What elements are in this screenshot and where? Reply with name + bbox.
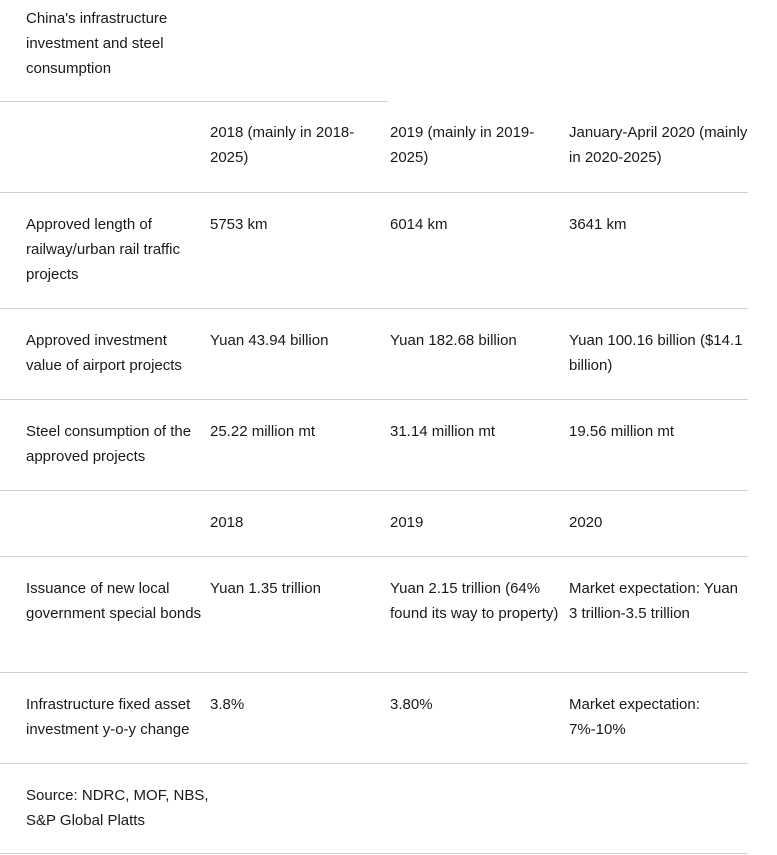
- value-2018: 5753 km: [210, 216, 268, 233]
- table-bottom-divider: [0, 853, 748, 854]
- source-note: Source: NDRC, MOF, NBS, S&P Global Platts: [26, 787, 209, 829]
- value-2019: Yuan 2.15 trillion (64% found its way to property): [390, 580, 559, 622]
- value-2019: 3.80%: [390, 696, 433, 713]
- row-label: Steel consumption of the approved projects: [26, 423, 192, 465]
- value-2020: 3641 km: [569, 216, 627, 233]
- header-2018: 2018: [210, 514, 244, 531]
- value-2018: 3.8%: [210, 696, 245, 713]
- header-2019: 2019: [390, 514, 424, 531]
- value-2020: Yuan 100.16 billion ($14.1 billion): [569, 332, 743, 374]
- value-2019: 31.14 million mt: [390, 423, 496, 440]
- header-row-period: [0, 120, 748, 193]
- table-title-block: [0, 0, 388, 102]
- header-2020: 2020: [569, 514, 603, 531]
- row-label: Issuance of new local government special bonds: [26, 580, 202, 622]
- row-label: Approved length of railway/urban rail traffic projects: [26, 216, 180, 283]
- row-label: Infrastructure fixed asset investment y-o-y change: [26, 696, 191, 738]
- value-2018: 25.22 million mt: [210, 423, 316, 440]
- header-2019-period: 2019 (mainly in 2019-2025): [390, 124, 535, 166]
- value-2019: Yuan 182.68 billion: [390, 332, 517, 349]
- row-label: Approved investment value of airport projects: [26, 332, 182, 374]
- header-2018-period: 2018 (mainly in 2018-2025): [210, 124, 355, 166]
- header-row-year: [0, 510, 748, 557]
- value-2020: Market expectation: 7%-10%: [569, 696, 700, 738]
- value-2018: Yuan 1.35 trillion: [210, 580, 321, 597]
- value-2020: 19.56 million mt: [569, 423, 675, 440]
- table-row: [0, 328, 748, 400]
- value-2019: 6014 km: [390, 216, 448, 233]
- table-row: [0, 576, 748, 673]
- header-2020-period: January-April 2020 (mainly in 2020-2025): [569, 124, 748, 166]
- table-row: [0, 419, 748, 491]
- value-2018: Yuan 43.94 billion: [210, 332, 329, 349]
- table-row: [0, 692, 748, 764]
- table-title: China's infrastructure investment and steel consumption: [26, 10, 168, 77]
- table-row: [0, 212, 748, 309]
- value-2020: Market expectation: Yuan 3 trillion-3.5 trillion: [569, 580, 738, 622]
